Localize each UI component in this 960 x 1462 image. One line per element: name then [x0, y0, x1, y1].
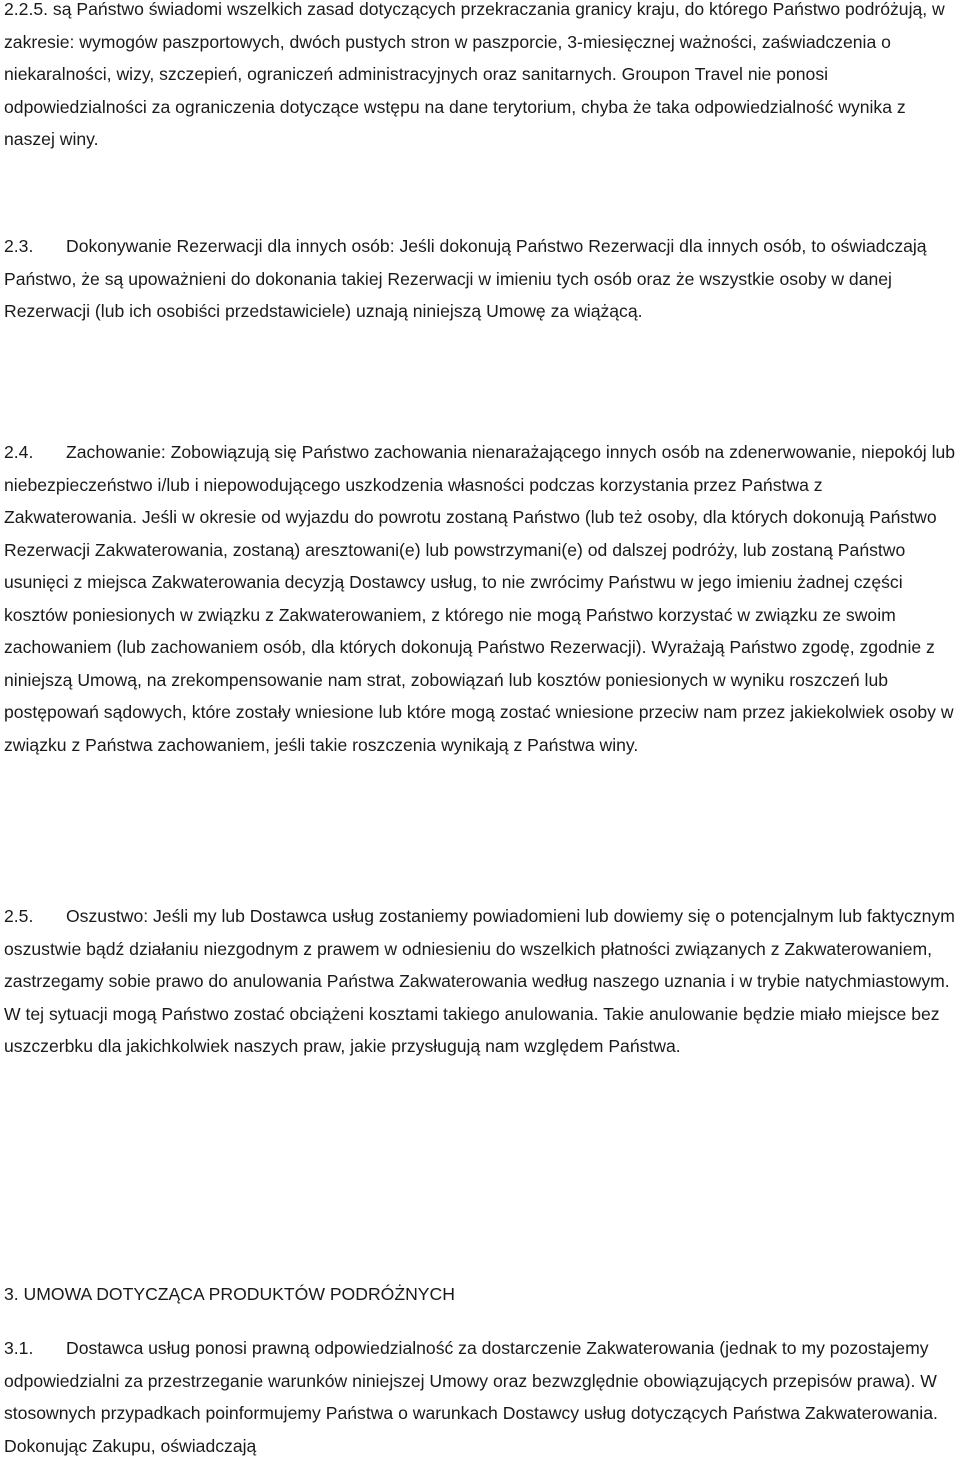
section-2-5 — [4, 900, 958, 1063]
section-text: są Państwo świadomi wszelkich zasad dotyczących przekraczania granicy kraju, do którego Państwo podróżują, w zakresie: wymogów paszportowych, dwóch pustych stron w paszporcie, 3-miesięcznej ważności, zaświadczenia o niekaralności, wizy, szczepień, ograniczeń administracyjnych oraz sanitarnych. Groupon Travel nie ponosi odpowiedzialności za ograniczenia dotyczące wstępu na dane terytorium, chyba że taka odpowiedzialność wynika z naszej winy. — [4, 0, 945, 149]
section-number: 2.5. — [4, 906, 34, 926]
section-number: 3.1. — [4, 1338, 34, 1358]
section-2-3 — [4, 230, 958, 328]
section-text: Oszustwo: Jeśli my lub Dostawca usług zostaniemy powiadomieni lub dowiemy się o potencjalnym lub faktycznym oszustwie bądź działaniu niezgodnym z prawem w odniesieniu do wszelkich płatności związanych z Zakwaterowaniem, zastrzegamy sobie prawo do anulowania Państwa Zakwaterowania według naszego uznania i w trybie natychmiastowym. W tej sytuacji mogą Państwo zostać obciążeni kosztami takiego anulowania. Takie anulowanie będzie miało miejsce bez uszczerbku dla jakichkolwiek naszych praw, jakie przysługują nam względem Państwa. — [4, 906, 955, 1056]
section-number: 2.2.5. — [4, 0, 49, 19]
section-3-1 — [4, 1332, 958, 1462]
section-number: 2.3. — [4, 236, 34, 256]
section-text: Zachowanie: Zobowiązują się Państwo zachowania nienarażającego innych osób na zdenerwowanie, niepokój lub niebezpieczeństwo i/lub i niepowodującego uszkodzenia własności podczas korzystania przez Państwa z Zakwaterowania. Jeśli w okresie od wyjazdu do powrotu zostaną Państwo (lub też osoby, dla których dokonują Państwo Rezerwacji Zakwaterowania, zostaną) aresztowani(e) lub powstrzymani(e) od dalszej podróży, lub zostaną Państwo usunięci z miejsca Zakwaterowania decyzją Dostawcy usług, to nie zwrócimy Państwu w jego imieniu żadnej części kosztów poniesionych w związku z Zakwaterowaniem, z którego nie mogą Państwo korzystać w związku ze swoim zachowaniem (lub zachowaniem osób, dla których dokonują Państwo Rezerwacji). Wyrażają Państwo zgodę, zgodnie z niniejszą Umową, na zrekompensowanie nam strat, zobowiązań lub kosztów poniesionych w wyniku roszczeń lub postępowań sądowych, które zostały wniesione lub które mogą zostać wniesione przeciw nam przez jakiekolwiek osoby w związku z Państwa zachowaniem, jeśli takie roszczenia wynikają z Państwa winy. — [4, 442, 956, 755]
section-heading-3: 3. UMOWA DOTYCZĄCA PRODUKTÓW PODRÓŻNYCH — [4, 1284, 455, 1304]
section-2-4 — [4, 436, 958, 761]
section-text: Dokonywanie Rezerwacji dla innych osób: Jeśli dokonują Państwo Rezerwacji dla innych osób, to oświadczają Państwo, że są upoważnieni do dokonania takiej Rezerwacji w imieniu tych osób oraz że wszystkie osoby w danej Rezerwacji (lub ich osobiści przedstawiciele) uznają niniejszą Umowę za wiążącą. — [4, 236, 927, 321]
section-text: Dostawca usług ponosi prawną odpowiedzialność za dostarczenie Zakwaterowania (jednak to my pozostajemy odpowiedzialni za przestrzeganie warunków niniejszej Umowy oraz bezwzględnie obowiązujących przepisów prawa). W stosownych przypadkach poinformujemy Państwa o warunkach Dostawcy usług dotyczących Państwa Zakwaterowania. Dokonując Zakupu, oświadczają — [4, 1338, 938, 1456]
section-2-2-5 — [4, 0, 958, 156]
section-number: 2.4. — [4, 442, 34, 462]
